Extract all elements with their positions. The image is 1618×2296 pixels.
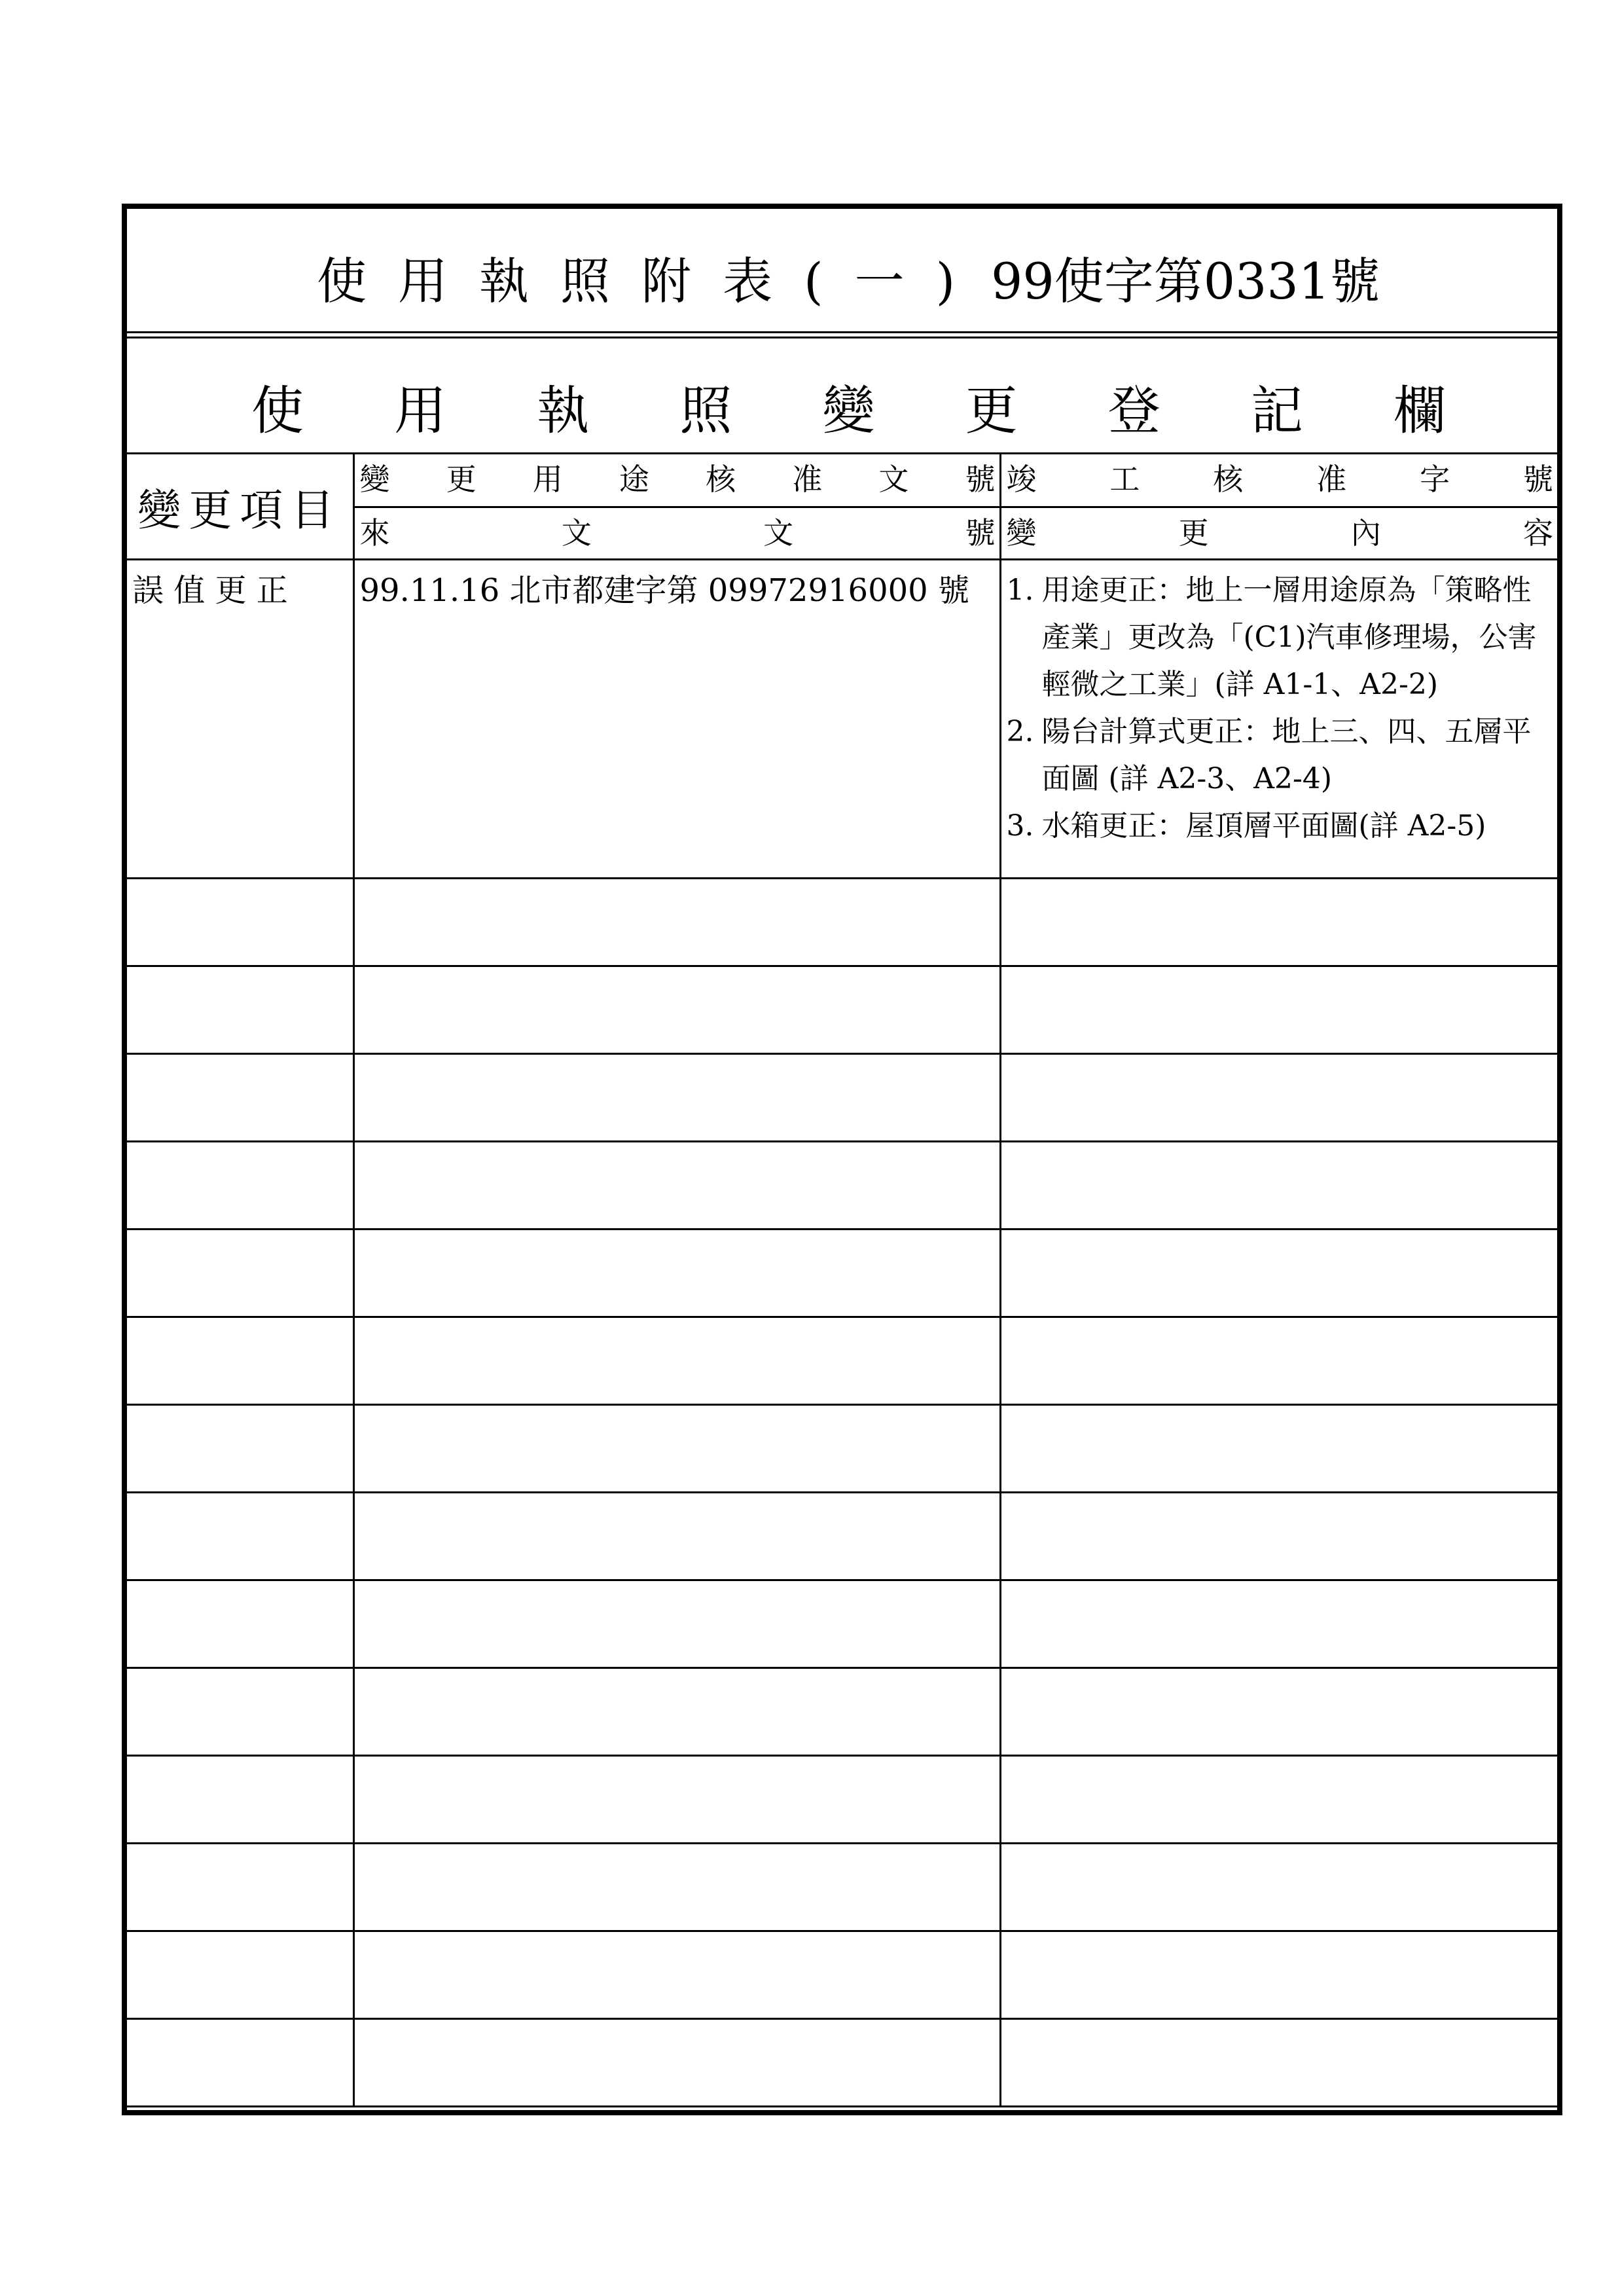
doc-number-cell: 99.11.16 北市都建字第 09972916000 號: [353, 559, 1000, 878]
register-table: [127, 454, 1557, 2107]
subtitle-char: 使: [251, 380, 304, 441]
table-row: [127, 1317, 1557, 1404]
table-row: [127, 1404, 1557, 1492]
list-item: 3. 水箱更正：屋頂層平面圖(詳 A2-5): [1006, 809, 1486, 843]
table-row: [127, 1843, 1557, 1931]
subtitle-char: 更: [965, 380, 1018, 441]
table-row: [127, 1580, 1557, 1667]
list-item: 2. 陽台計算式更正：地上三、四、五層平面圖 (詳 A2-3、A2-4): [1006, 714, 1532, 795]
header-completion-no: 竣 工 核 准 字 號: [1000, 454, 1557, 507]
table-row: [127, 1492, 1557, 1580]
subtitle-char: 變: [822, 380, 875, 441]
table-row: [127, 966, 1557, 1053]
table-row: [127, 2018, 1557, 2106]
change-content-list: [1001, 560, 1558, 850]
subtitle-char: 執: [537, 380, 590, 441]
subtitle-char: 照: [679, 380, 732, 441]
table-row: [127, 559, 1557, 878]
subtitle-char: 記: [1250, 380, 1303, 441]
page-title: 使用執照附表(一): [317, 252, 987, 310]
title-row: [127, 209, 1557, 333]
header-change-item: 變更項目: [127, 454, 353, 559]
header-approval-doc: 變 更 用 途 核 准 文 號: [353, 454, 1000, 507]
subtitle-char: 登: [1107, 380, 1160, 441]
subtitle-char: 用: [394, 380, 447, 441]
header-incoming-doc: 來 文 文 號: [353, 507, 1000, 559]
header-change-content: 變 更 內 容: [1000, 507, 1557, 559]
subtitle-row: [127, 337, 1557, 454]
table-row: [127, 1667, 1557, 1755]
table-row: [127, 1755, 1557, 1843]
table-row: [127, 878, 1557, 966]
license-number: 99使字第0331號: [991, 252, 1380, 310]
change-content-cell: [1000, 559, 1557, 878]
change-item-cell: 誤 值 更 正: [127, 559, 353, 878]
table-row: [127, 1931, 1557, 2018]
table-row: [127, 1141, 1557, 1229]
table-row: [127, 1229, 1557, 1317]
list-item: 1. 用途更正：地上一層用途原為「策略性產業」更改為「(C1)汽車修理場，公害輕微之工業」(詳 A1-1、A2-2): [1006, 573, 1537, 701]
table-row: [127, 1053, 1557, 1141]
subtitle-char: 欄: [1393, 380, 1446, 441]
license-sheet: [122, 204, 1562, 2115]
subtitle: [127, 369, 1557, 444]
